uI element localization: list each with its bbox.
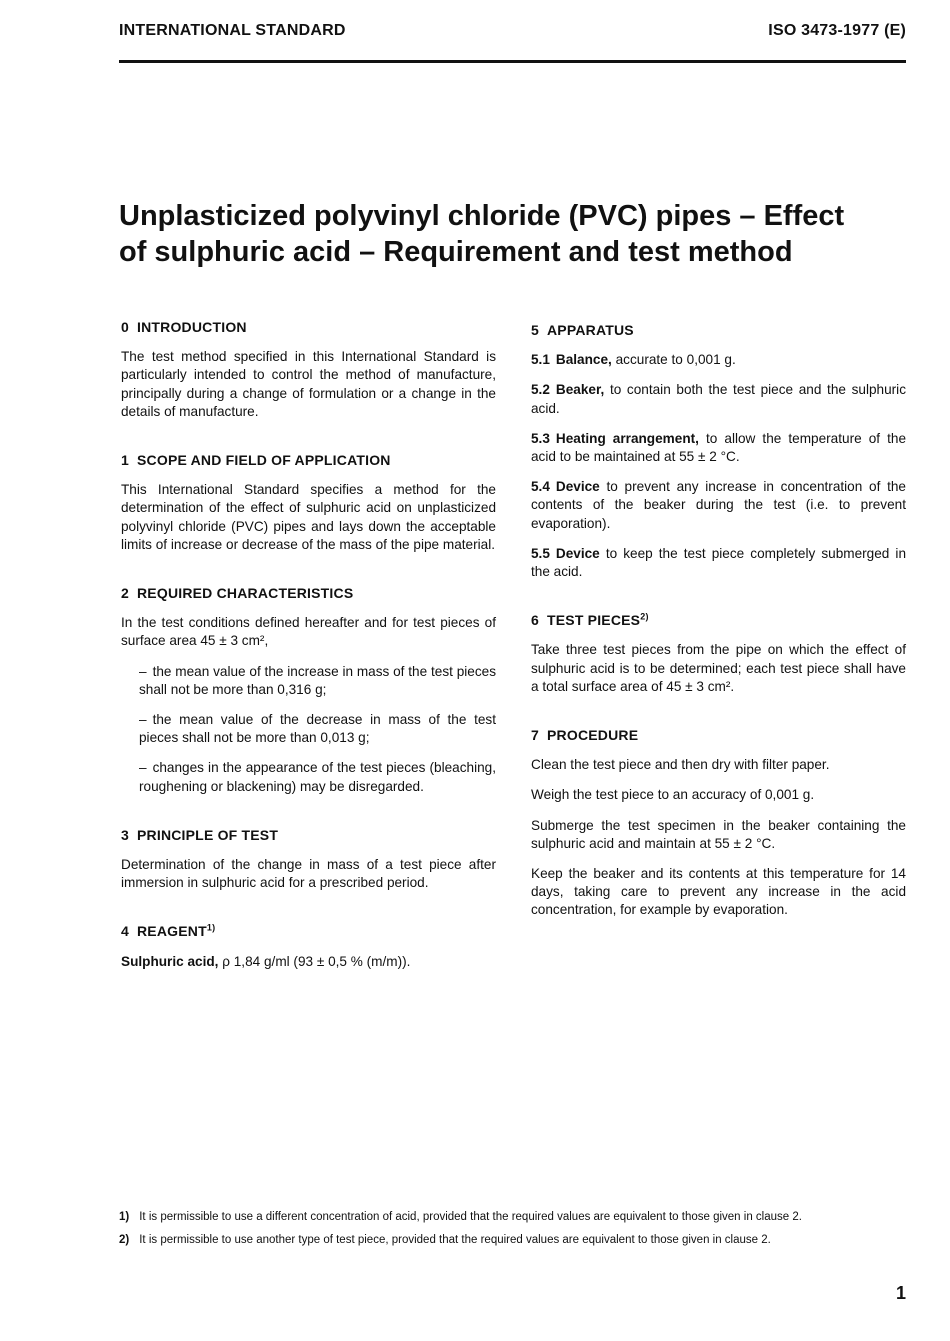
page-number: 1 xyxy=(895,1283,906,1303)
list-item: – changes in the appearance of the test pieces (bleaching, roughening or blackening) may be disregarded. xyxy=(139,760,496,794)
dash-glyph: – xyxy=(139,712,147,728)
footnote: 2) It is permissible to use another type of test piece, provided that the required values are equivalent to those given in clause 2. xyxy=(119,1234,771,1246)
section-title: APPARATUS xyxy=(547,322,634,338)
header-standard-type: INTERNATIONAL STANDARD xyxy=(119,22,346,39)
footnote: 1) It is permissible to use a different concentration of acid, provided that the required values are equivalent to those given in clause 2. xyxy=(119,1211,802,1223)
left-column xyxy=(121,318,496,1001)
section-reagent xyxy=(121,922,496,970)
section-title: PRINCIPLE OF TEST xyxy=(137,826,279,843)
section-number: 0 xyxy=(121,319,129,335)
section-number: 7 xyxy=(531,727,539,744)
section-heading xyxy=(531,321,906,339)
section-apparatus xyxy=(531,321,906,581)
section-procedure xyxy=(531,726,906,920)
section-intro: In the test conditions defined hereafter and for test pieces of surface area 45 ± 3 cm², xyxy=(121,615,496,649)
right-column xyxy=(531,321,906,950)
list-item: – the mean value of the increase in mass of the test pieces shall not be more than 0,316 g; xyxy=(139,663,496,697)
procedure-step: Weigh the test piece to an accuracy of 0,001 g. xyxy=(531,787,815,803)
section-principle xyxy=(121,826,496,893)
dash-glyph: – xyxy=(139,760,147,776)
footnote-ref[interactable]: 1) xyxy=(206,922,216,933)
section-title: SCOPE AND FIELD OF APPLICATION xyxy=(137,452,391,469)
footnotes xyxy=(119,1210,899,1256)
section-title: REAGENT xyxy=(137,923,207,940)
section-number: 3 xyxy=(121,826,129,843)
dash-glyph: – xyxy=(139,663,147,679)
section-heading xyxy=(531,726,906,744)
section-heading xyxy=(121,318,496,336)
section-test-pieces xyxy=(531,611,906,696)
procedure-step: Keep the beaker and its contents at this temperature for 14 days, taking care to prevent any increase in the acid concentration, for example by evaporation. xyxy=(531,866,906,918)
section-heading xyxy=(121,922,496,940)
section-text: Take three test pieces from the pipe on which the effect of sulphuric acid is to be determined; each test piece shall have a total surface area of 45 ± 3 cm². xyxy=(531,642,906,694)
section-scope xyxy=(121,451,496,554)
section-required-characteristics xyxy=(121,584,496,796)
section-title: TEST PIECES xyxy=(547,612,641,629)
list-item: – the mean value of the decrease in mass of the test pieces shall not be more than 0,013 g; xyxy=(139,712,496,746)
section-title: REQUIRED CHARACTERISTICS xyxy=(137,585,354,602)
procedure-step: Clean the test piece and then dry with filter paper. xyxy=(531,757,830,773)
document-title: Unplasticized polyvinyl chloride (PVC) pipes – Effect of sulphuric acid – Requirement and test method xyxy=(119,200,845,268)
section-heading xyxy=(121,584,496,602)
subclause: 5.5 Device to keep the test piece completely submerged in the acid. xyxy=(531,545,907,580)
section-number: 4 xyxy=(121,923,129,940)
header-rule xyxy=(119,60,906,63)
section-number: 2 xyxy=(121,585,129,602)
subclause: 5.4 Device to prevent any increase in concentration of the contents of the beaker during the test (i.e. to prevent evaporation). xyxy=(531,479,906,531)
section-text: The test method specified in this International Standard is particularly intended to control the method of manufacture, principally during a change of formulation or a change in the details of manufacture. xyxy=(121,349,496,419)
subclause: 5.3 Heating arrangement, to allow the temperature of the acid to be maintained at 55 ± 2 °C. xyxy=(531,430,907,465)
section-number: 1 xyxy=(121,452,129,469)
section-title: INTRODUCTION xyxy=(137,319,247,335)
subclause: 5.1 Balance, accurate to 0,001 g. xyxy=(531,352,736,368)
header-standard-number: ISO 3473-1977 (E) xyxy=(768,22,906,39)
section-number: 5 xyxy=(531,322,539,338)
subclause: 5.2 Beaker, to contain both the test piece and the sulphuric acid. xyxy=(531,382,906,416)
section-title: PROCEDURE xyxy=(547,727,639,744)
section-introduction xyxy=(121,318,496,421)
footnote-ref[interactable]: 2) xyxy=(640,611,649,622)
section-text: This International Standard specifies a method for the determination of the effect of sulphuric acid on unplasticized polyvinyl chloride (PVC) pipes and lays down the acceptable limits of increase or decrease of the mass of the pipe material. xyxy=(121,482,496,552)
section-heading xyxy=(121,826,496,844)
section-text: Determination of the change in mass of a test piece after immersion in sulphuric acid for a prescribed period. xyxy=(121,857,496,891)
section-heading xyxy=(531,611,906,629)
section-number: 6 xyxy=(531,612,539,629)
section-heading xyxy=(121,451,496,469)
procedure-step: Submerge the test specimen in the beaker containing the sulphuric acid and maintain at 55 ± 2 °C. xyxy=(531,817,906,851)
reagent-text: Sulphuric acid, ρ 1,84 g/ml (93 ± 0,5 % (m/m)). xyxy=(121,953,411,969)
